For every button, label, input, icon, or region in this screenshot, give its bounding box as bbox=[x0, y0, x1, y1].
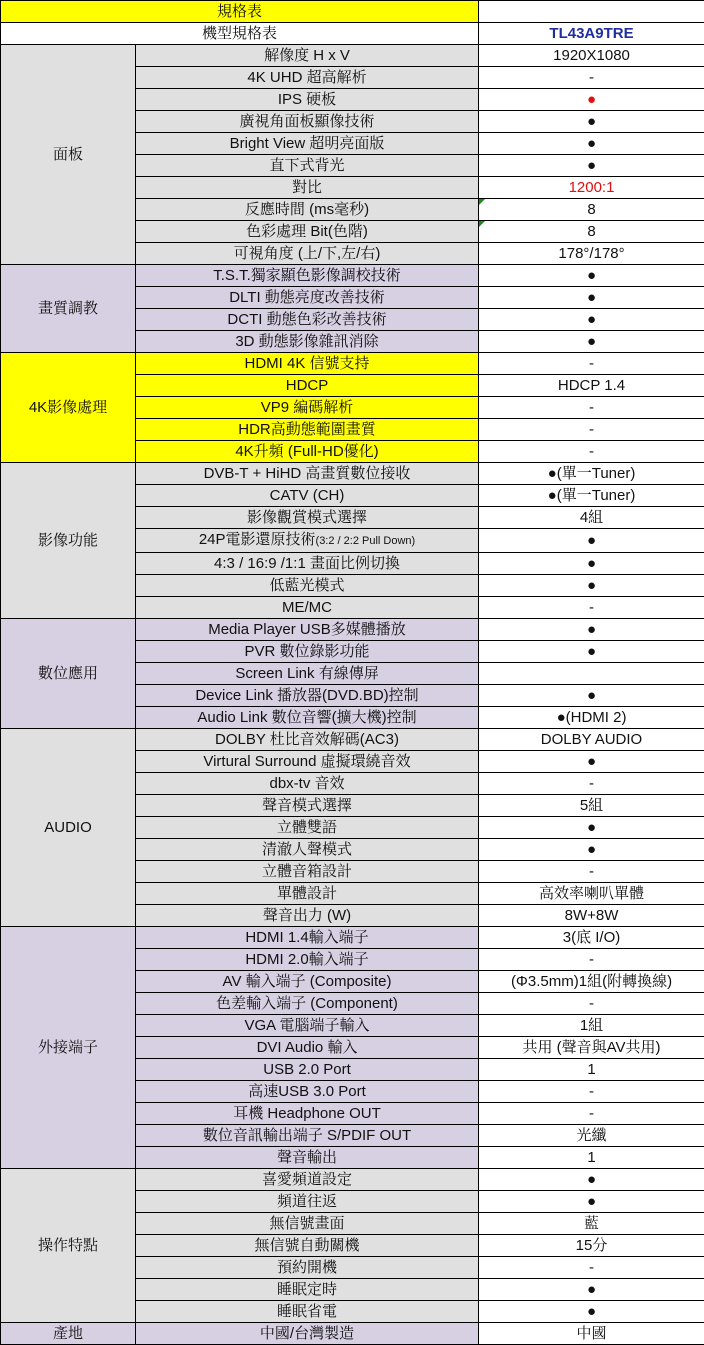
spec-value: ●(單一Tuner) bbox=[479, 485, 704, 507]
spec-label-text: 直下式背光 bbox=[270, 157, 345, 174]
spec-value: 178°/178° bbox=[479, 243, 704, 265]
spec-value: ● bbox=[479, 751, 704, 773]
spec-value: ● bbox=[479, 1191, 704, 1213]
spec-label-text: HDMI 4K 信號支持 bbox=[245, 355, 370, 372]
spec-value: - bbox=[479, 353, 704, 375]
spec-value: ● bbox=[479, 309, 704, 331]
spec-label-text: 影像觀賞模式選擇 bbox=[247, 509, 367, 526]
spec-label-text: DVI Audio 輸入 bbox=[257, 1039, 358, 1056]
spec-label bbox=[136, 575, 479, 597]
spec-value: ● bbox=[479, 133, 704, 155]
spec-label bbox=[136, 1103, 479, 1125]
spec-value: - bbox=[479, 397, 704, 419]
spec-label-text: 低藍光模式 bbox=[270, 577, 345, 594]
spec-label-text: 單體設計 bbox=[277, 885, 337, 902]
model-row bbox=[1, 23, 704, 45]
spec-value: - bbox=[479, 419, 704, 441]
spec-label bbox=[136, 1257, 479, 1279]
spec-value: 1 bbox=[479, 1147, 704, 1169]
spec-label-text: 耳機 Headphone OUT bbox=[233, 1105, 381, 1122]
spec-label-text: 數位音訊輸出端子 S/PDIF OUT bbox=[203, 1127, 411, 1144]
spec-value: - bbox=[479, 67, 704, 89]
spec-label bbox=[136, 1081, 479, 1103]
spec-value: ●(單一Tuner) bbox=[479, 463, 704, 485]
spec-value: - bbox=[479, 949, 704, 971]
spec-label bbox=[136, 1213, 479, 1235]
spec-label-text: 可視角度 (上/下,左/右) bbox=[234, 245, 381, 262]
spec-value: 共用 (聲音與AV共用) bbox=[479, 1037, 704, 1059]
spec-label-text: Bright View 超明亮面版 bbox=[230, 135, 385, 152]
spec-value: - bbox=[479, 1257, 704, 1279]
spec-label-text: HDCP bbox=[286, 377, 329, 394]
spec-value: 15分 bbox=[479, 1235, 704, 1257]
spec-label-text: T.S.T.獨家顯色影像調校技術 bbox=[213, 267, 401, 284]
spec-value: ● bbox=[479, 553, 704, 575]
spec-label bbox=[136, 927, 479, 949]
spec-value: 8W+8W bbox=[479, 905, 704, 927]
spec-label-text: 對比 bbox=[292, 179, 322, 196]
spec-value: ● bbox=[479, 331, 704, 353]
spec-label-text: 解像度 H x V bbox=[264, 47, 350, 64]
spec-label bbox=[136, 309, 479, 331]
spec-value: 中國 bbox=[479, 1323, 704, 1345]
spec-label bbox=[136, 1059, 479, 1081]
spec-label bbox=[136, 397, 479, 419]
spec-label-text: ME/MC bbox=[282, 599, 332, 616]
spec-label bbox=[136, 1147, 479, 1169]
spec-value: ● bbox=[479, 1279, 704, 1301]
spec-row bbox=[1, 729, 704, 751]
spec-label-text: VP9 編碼解析 bbox=[261, 399, 354, 416]
spec-label-text: 聲音輸出 bbox=[277, 1149, 337, 1166]
spec-row bbox=[1, 927, 704, 949]
spec-label bbox=[136, 375, 479, 397]
spec-value: ● bbox=[479, 1169, 704, 1191]
spec-value: ● bbox=[479, 111, 704, 133]
spec-label-text: 高速USB 3.0 Port bbox=[248, 1083, 366, 1100]
spec-label-text: HDMI 2.0輸入端子 bbox=[245, 951, 368, 968]
spec-value: 4組 bbox=[479, 507, 704, 529]
spec-label-text: USB 2.0 Port bbox=[263, 1061, 351, 1078]
spec-label bbox=[136, 287, 479, 309]
spec-label bbox=[136, 905, 479, 927]
spec-label-text: AV 輸入端子 (Composite) bbox=[223, 973, 392, 990]
category-cell: 數位應用 bbox=[1, 619, 136, 729]
spec-label bbox=[136, 619, 479, 641]
spec-value: 1組 bbox=[479, 1015, 704, 1037]
spec-label bbox=[136, 729, 479, 751]
spec-label-text: Audio Link 數位音響(擴大機)控制 bbox=[197, 709, 416, 726]
category-cell: 面板 bbox=[1, 45, 136, 265]
spec-title: 規格表 bbox=[1, 1, 479, 23]
spec-row bbox=[1, 1323, 704, 1345]
spec-label-text: HDR高動態範圍畫質 bbox=[238, 421, 376, 438]
spec-label-text: PVR 數位錄影功能 bbox=[245, 643, 370, 660]
spec-value: ● bbox=[479, 641, 704, 663]
spec-label bbox=[136, 1323, 479, 1345]
spec-label bbox=[136, 529, 479, 553]
spec-row bbox=[1, 619, 704, 641]
spec-label bbox=[136, 1191, 479, 1213]
spec-label-text: IPS 硬板 bbox=[278, 91, 336, 108]
spec-label bbox=[136, 507, 479, 529]
spec-label-text: 3D 動態影像雜訊消除 bbox=[235, 333, 378, 350]
spec-value: 高效率喇叭單體 bbox=[479, 883, 704, 905]
category-cell: 操作特點 bbox=[1, 1169, 136, 1323]
spec-value: 1200:1 bbox=[479, 177, 704, 199]
spec-label-text: dbx-tv 音效 bbox=[270, 775, 345, 792]
spec-value: - bbox=[479, 993, 704, 1015]
spec-label-text: 喜愛頻道設定 bbox=[262, 1171, 352, 1188]
spec-label-text: 廣視角面板顯像技術 bbox=[240, 113, 375, 130]
spec-label-text: 24P電影還原技術 bbox=[199, 531, 316, 548]
spec-label bbox=[136, 685, 479, 707]
spec-label-text: 4:3 / 16:9 /1:1 畫面比例切換 bbox=[214, 555, 400, 572]
spec-row bbox=[1, 45, 704, 67]
spec-value: ● bbox=[479, 529, 704, 553]
spec-label-text: 4K升頻 (Full-HD優化) bbox=[235, 443, 378, 460]
spec-value: 藍 bbox=[479, 1213, 704, 1235]
spec-value: ● bbox=[479, 817, 704, 839]
spec-label bbox=[136, 817, 479, 839]
spec-label bbox=[136, 67, 479, 89]
spec-label-text: HDMI 1.4輸入端子 bbox=[245, 929, 368, 946]
spec-label bbox=[136, 795, 479, 817]
spec-label bbox=[136, 993, 479, 1015]
spec-value: 8 bbox=[479, 199, 704, 221]
spec-label bbox=[136, 1279, 479, 1301]
spec-label bbox=[136, 641, 479, 663]
spec-value: (Φ3.5mm)1組(附轉換線) bbox=[479, 971, 704, 993]
spec-row bbox=[1, 1169, 704, 1191]
model-value: TL43A9TRE bbox=[479, 23, 704, 45]
spec-row bbox=[1, 463, 704, 485]
spec-value: 3(底 I/O) bbox=[479, 927, 704, 949]
category-cell: 外接端子 bbox=[1, 927, 136, 1169]
spec-label bbox=[136, 707, 479, 729]
spec-value: - bbox=[479, 773, 704, 795]
spec-label-text: DOLBY 杜比音效解碼(AC3) bbox=[215, 731, 399, 748]
spec-value: ● bbox=[479, 1301, 704, 1323]
spec-label-text: 色彩處理 Bit(色階) bbox=[246, 223, 368, 240]
spec-label-text: 無信號自動關機 bbox=[255, 1237, 360, 1254]
spec-label-text: Virtural Surround 虛擬環繞音效 bbox=[203, 753, 410, 770]
spec-label-text: Screen Link 有線傳屏 bbox=[235, 665, 378, 682]
spec-label bbox=[136, 155, 479, 177]
spec-label bbox=[136, 463, 479, 485]
spec-label bbox=[136, 221, 479, 243]
spec-label-text: Device Link 播放器(DVD.BD)控制 bbox=[195, 687, 418, 704]
spec-value: - bbox=[479, 1081, 704, 1103]
spec-label-text: 中國/台灣製造 bbox=[260, 1325, 354, 1342]
spec-value: 8 bbox=[479, 221, 704, 243]
spec-value: 1 bbox=[479, 1059, 704, 1081]
spec-label bbox=[136, 45, 479, 67]
spec-label-text: 預約開機 bbox=[277, 1259, 337, 1276]
spec-label-text: 無信號畫面 bbox=[270, 1215, 345, 1232]
model-label: 機型規格表 bbox=[1, 23, 479, 45]
spec-value: ● bbox=[479, 619, 704, 641]
spec-label bbox=[136, 485, 479, 507]
spec-row bbox=[1, 353, 704, 375]
spec-value: DOLBY AUDIO bbox=[479, 729, 704, 751]
spec-row bbox=[1, 265, 704, 287]
spec-label-text: VGA 電腦端子輸入 bbox=[244, 1017, 369, 1034]
spec-value: ● bbox=[479, 155, 704, 177]
category-cell: 畫質調教 bbox=[1, 265, 136, 353]
spec-value: ● bbox=[479, 287, 704, 309]
spec-label-text: 清澈人聲模式 bbox=[262, 841, 352, 858]
spec-label bbox=[136, 133, 479, 155]
spec-label-text: 4K UHD 超高解析 bbox=[247, 69, 366, 86]
spec-label-note: (3:2 / 2:2 Pull Down) bbox=[316, 535, 416, 547]
spec-value: - bbox=[479, 441, 704, 463]
spec-value: - bbox=[479, 861, 704, 883]
spec-label bbox=[136, 441, 479, 463]
spec-label bbox=[136, 1235, 479, 1257]
spec-label bbox=[136, 751, 479, 773]
spec-value: 1920X1080 bbox=[479, 45, 704, 67]
spec-label bbox=[136, 111, 479, 133]
spec-label-text: CATV (CH) bbox=[270, 487, 345, 504]
spec-value: ● bbox=[479, 575, 704, 597]
spec-label bbox=[136, 883, 479, 905]
spec-label bbox=[136, 1125, 479, 1147]
spec-label bbox=[136, 199, 479, 221]
spec-label-text: DLTI 動態亮度改善技術 bbox=[229, 289, 385, 306]
spec-label bbox=[136, 353, 479, 375]
spec-label bbox=[136, 971, 479, 993]
spec-label bbox=[136, 861, 479, 883]
spec-value: - bbox=[479, 1103, 704, 1125]
spec-label bbox=[136, 1015, 479, 1037]
spec-label-text: 立體雙語 bbox=[277, 819, 337, 836]
spec-label bbox=[136, 419, 479, 441]
spec-label-text: DCTI 動態色彩改善技術 bbox=[227, 311, 386, 328]
spec-label-text: 聲音模式選擇 bbox=[262, 797, 352, 814]
spec-label bbox=[136, 663, 479, 685]
spec-label bbox=[136, 265, 479, 287]
spec-label bbox=[136, 597, 479, 619]
spec-label-text: Media Player USB多媒體播放 bbox=[208, 621, 406, 638]
spec-value: ● bbox=[479, 265, 704, 287]
spec-label bbox=[136, 1301, 479, 1323]
category-cell: 4K影像處理 bbox=[1, 353, 136, 463]
spec-label bbox=[136, 553, 479, 575]
spec-title-row bbox=[1, 1, 704, 23]
spec-label bbox=[136, 331, 479, 353]
spec-label-text: 睡眠省電 bbox=[277, 1303, 337, 1320]
spec-label bbox=[136, 949, 479, 971]
spec-label-text: DVB-T + HiHD 高畫質數位接收 bbox=[204, 465, 411, 482]
spec-value bbox=[479, 663, 704, 685]
spec-label bbox=[136, 773, 479, 795]
category-cell: AUDIO bbox=[1, 729, 136, 927]
spec-label-text: 色差輸入端子 (Component) bbox=[216, 995, 398, 1012]
spec-label bbox=[136, 243, 479, 265]
spec-value: ●(HDMI 2) bbox=[479, 707, 704, 729]
spec-value: 光纖 bbox=[479, 1125, 704, 1147]
spec-label bbox=[136, 1037, 479, 1059]
spec-value: ● bbox=[479, 839, 704, 861]
spec-label bbox=[136, 89, 479, 111]
spec-value: ● bbox=[479, 685, 704, 707]
spec-value: - bbox=[479, 597, 704, 619]
spec-label-text: 頻道往返 bbox=[277, 1193, 337, 1210]
spec-value: HDCP 1.4 bbox=[479, 375, 704, 397]
spec-label bbox=[136, 177, 479, 199]
spec-label-text: 聲音出力 (W) bbox=[263, 907, 351, 924]
spec-label bbox=[136, 1169, 479, 1191]
spec-label-text: 睡眠定時 bbox=[277, 1281, 337, 1298]
category-cell: 影像功能 bbox=[1, 463, 136, 619]
spec-label-text: 反應時間 (ms毫秒) bbox=[245, 201, 369, 218]
category-cell: 產地 bbox=[1, 1323, 136, 1345]
spec-value: 5組 bbox=[479, 795, 704, 817]
spec-title-empty bbox=[479, 1, 704, 23]
spec-label bbox=[136, 839, 479, 861]
spec-value: ● bbox=[479, 89, 704, 111]
spec-label-text: 立體音箱設計 bbox=[262, 863, 352, 880]
